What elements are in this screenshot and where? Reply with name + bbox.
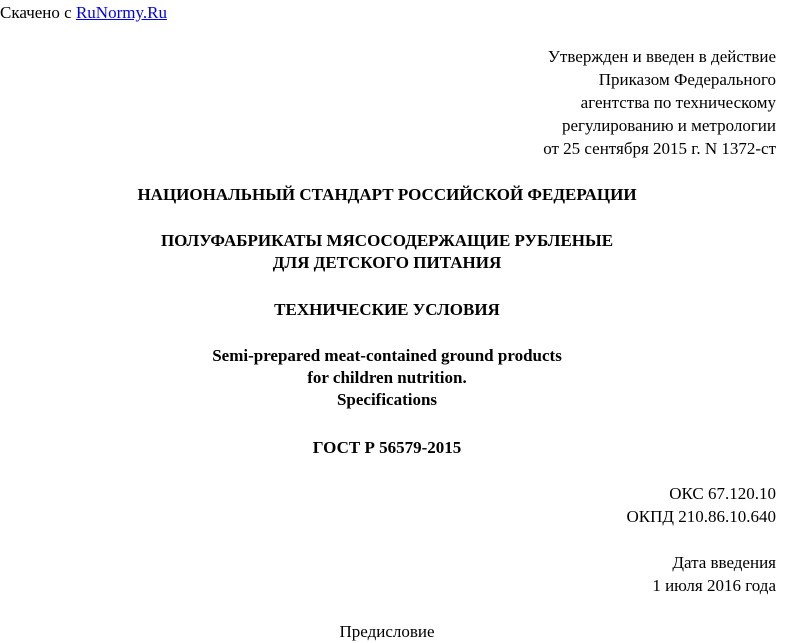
title-ru — [0, 230, 774, 274]
gost-number: ГОСТ Р 56579-2015 — [312, 438, 462, 457]
oks-code: ОКС 67.120.10 — [669, 484, 776, 503]
foreword-heading: Предисловие — [339, 622, 435, 641]
approval-line: от 25 сентября 2015 г. N 1372-ст — [543, 139, 776, 158]
title-ru-line: ПОЛУФАБРИКАТЫ МЯСОСОДЕРЖАЩИЕ РУБЛЕНЫЕ — [160, 231, 614, 250]
introduction-value: 1 июля 2016 года — [652, 576, 776, 595]
source-prefix: Скачено с — [0, 3, 76, 22]
approval-line: агентства по техническому — [580, 93, 776, 112]
source-link[interactable]: RuNormy.Ru — [75, 3, 167, 22]
title-en-line: Semi-prepared meat-contained ground products — [212, 346, 562, 365]
approval-line: регулированию и метрологии — [561, 116, 776, 135]
okpd-code: ОКПД 210.86.10.640 — [626, 507, 776, 526]
approval-block — [543, 46, 776, 161]
source-line — [0, 2, 167, 24]
approval-line: Утвержден и введен в действие — [547, 47, 776, 66]
introduction-date — [652, 552, 776, 598]
approval-line: Приказом Федерального — [598, 70, 776, 89]
subtitle-ru: ТЕХНИЧЕСКИЕ УСЛОВИЯ — [274, 300, 500, 319]
title-en — [0, 345, 774, 411]
title-en-line: for children nutrition. — [307, 368, 467, 387]
classification-codes — [627, 483, 777, 529]
title-en-line: Specifications — [336, 390, 438, 409]
introduction-label: Дата введения — [672, 553, 776, 572]
standard-heading: НАЦИОНАЛЬНЫЙ СТАНДАРТ РОССИЙСКОЙ ФЕДЕРАЦИИ — [137, 185, 637, 204]
title-ru-line: ДЛЯ ДЕТСКОГО ПИТАНИЯ — [272, 253, 502, 272]
